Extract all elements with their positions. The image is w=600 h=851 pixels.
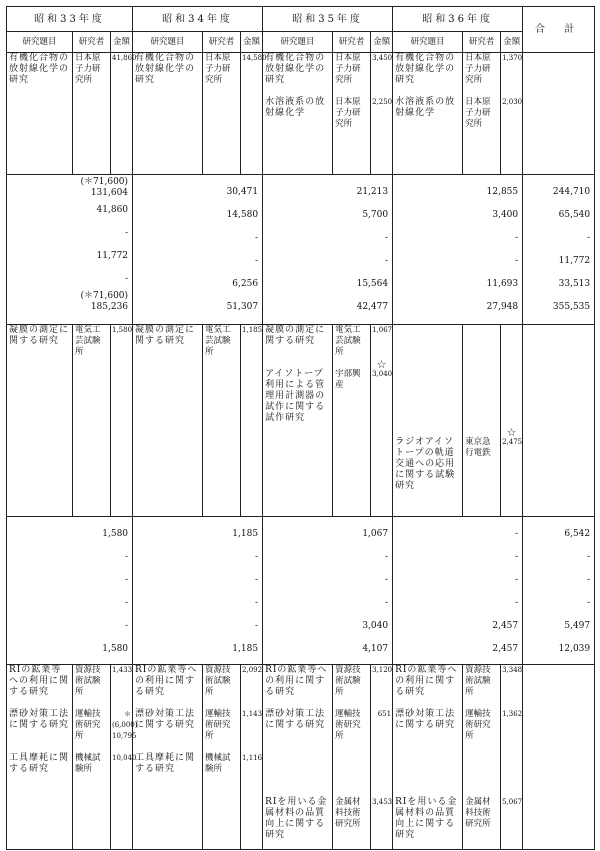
s1-y35-amount-1: 3,450 xyxy=(372,54,393,62)
s1-y35-org-2: 日本原子力研究所 xyxy=(335,97,361,129)
s3-y35-topic-3: RIを用いる金属材料の品質向上に関する研究 xyxy=(265,797,328,840)
s1-y35-st-3: - xyxy=(385,256,389,266)
s1-y35-st-4: 15,564 xyxy=(356,279,389,289)
s3-y34-topic-2: 漂砂対策工法に関する研究 xyxy=(135,709,196,730)
s1-y33-topic: 有機化合物の放射線化学の研究 xyxy=(7,53,73,175)
s1-y34-st-0: 30,471 xyxy=(226,187,259,197)
s1-y34-org: 日本原子力研究所 xyxy=(203,53,241,175)
s3-y35-orgs xyxy=(333,665,371,850)
s3-y35-org-1: 資源技術試験所 xyxy=(335,665,361,697)
star-icon: ☆ xyxy=(506,426,517,439)
s2-total-subtotals xyxy=(523,517,595,665)
s2-tot-st-4: 5,497 xyxy=(564,621,591,631)
s3-y34-topics xyxy=(133,665,203,850)
s3-y35-amounts xyxy=(371,665,393,850)
s3-y36-amount-1: 3,348 xyxy=(502,666,523,674)
s1-y34-st-4: 6,256 xyxy=(232,279,259,289)
s1-y33-amount: 41,860 xyxy=(111,53,133,175)
s1-y34-st-2: - xyxy=(255,233,259,243)
s1-y35-topics xyxy=(263,53,333,175)
col-amount-34: 金額 xyxy=(241,32,263,53)
s3-y33-amounts xyxy=(111,665,138,850)
s3-y36-amount-2: 1,362 xyxy=(502,710,523,718)
s3-y34-topic-1: RIの鉱業等への利用に関する研究 xyxy=(135,665,198,697)
s3-y35-topic-1: RIの鉱業等への利用に関する研究 xyxy=(265,665,328,697)
s1-y33-st-6: (＊71,600) xyxy=(80,291,129,301)
s3-y34-org-3: 機械試験所 xyxy=(205,753,231,774)
s1-y36-org-1: 日本原子力研究所 xyxy=(465,53,491,85)
s1-y36-topics xyxy=(393,53,463,175)
s2-y35-amounts xyxy=(371,325,393,517)
column-header-row xyxy=(7,32,595,53)
s3-y33-amount-3: 10,040 xyxy=(112,754,137,762)
s1-y35-topic-2: 水溶液系の放射線化学 xyxy=(265,97,326,118)
s2-y34-st-5: 1,185 xyxy=(232,644,259,654)
s3-y36-org-1: 資源技術試験所 xyxy=(465,665,491,697)
s3-y36-orgs xyxy=(463,665,501,850)
s2-y33-st-0: 1,580 xyxy=(102,529,129,539)
s2-tot-st-1: - xyxy=(587,552,591,562)
s1-y36-orgs xyxy=(463,53,501,175)
s1-y36-topic-1: 有機化合物の放射線化学の研究 xyxy=(395,53,456,85)
s2-y35-topic-2: アイソトープ利用による管理用計測器の試作に関する試作研究 xyxy=(265,369,326,423)
s3-y36-topic-3: RIを用いる金属材料の品質向上に関する研究 xyxy=(395,797,458,840)
s1-tot-st-4: 33,513 xyxy=(558,279,591,289)
year-header-33: 昭和33年度 xyxy=(7,7,133,32)
s3-items-row xyxy=(7,665,595,850)
s2-y34-subtotals xyxy=(133,517,263,665)
col-amount-36: 金額 xyxy=(501,32,523,53)
s2-y34-st-3: - xyxy=(255,598,259,608)
s1-y36-org-2: 日本原子力研究所 xyxy=(465,97,491,129)
s1-y36-st-0: 12,855 xyxy=(486,187,519,197)
col-topic-33: 研究題目 xyxy=(7,32,73,53)
col-org-34: 研究者 xyxy=(203,32,241,53)
s3-y34-amounts xyxy=(241,665,263,850)
s3-y33-amount-1: 1,433 xyxy=(112,666,133,674)
s1-tot-st-2: - xyxy=(587,233,591,243)
s1-y35-org-1: 日本原子力研究所 xyxy=(335,53,361,85)
s1-y36-amount-1: 1,370 xyxy=(502,54,523,62)
budget-table xyxy=(6,6,595,850)
s3-y34-topic-3: 工具摩耗に関する研究 xyxy=(135,753,196,774)
s2-y33-amount: 1,580 xyxy=(111,325,133,517)
s1-y35-st-2: - xyxy=(385,233,389,243)
s2-y36-st-5: 2,457 xyxy=(492,644,519,654)
s2-tot-st-5: 12,039 xyxy=(558,644,591,654)
s1-y35-orgs xyxy=(333,53,371,175)
s1-y34-amount: 14,580 xyxy=(241,53,263,175)
s3-y34-org-2: 運輸技術研究所 xyxy=(205,709,231,741)
s3-y35-amount-3: 3,453 xyxy=(372,798,393,806)
s1-y36-st-4: 11,693 xyxy=(486,279,519,289)
s1-y34-topic: 有機化合物の放射線化学の研究 xyxy=(133,53,203,175)
s2-y33-st-5: 1,580 xyxy=(102,644,129,654)
s3-y36-amounts xyxy=(501,665,523,850)
s1-y35-amounts xyxy=(371,53,393,175)
year-header-35: 昭和35年度 xyxy=(263,7,393,32)
s2-y35-st-1: - xyxy=(385,552,389,562)
s3-y35-amount-2: 651 xyxy=(377,710,392,718)
s1-y35-amount-2: 2,250 xyxy=(372,98,393,106)
s1-y33-org: 日本原子力研究所 xyxy=(73,53,111,175)
s1-y33-st-3: - xyxy=(124,228,129,238)
s1-y35-subtotals xyxy=(263,175,393,325)
s1-y36-subtotals xyxy=(393,175,523,325)
s2-y34-st-1: - xyxy=(255,552,259,562)
s3-y33-topics xyxy=(7,665,73,850)
s3-y36-topic-1: RIの鉱業等への利用に関する研究 xyxy=(395,665,458,697)
s1-y35-topic-1: 有機化合物の放射線化学の研究 xyxy=(265,53,326,85)
s2-y35-orgs xyxy=(333,325,371,517)
s2-y35-amount-2: 3,040 xyxy=(372,370,393,378)
total-header: 合 計 xyxy=(523,7,595,53)
s3-y33-topic-2: 漂砂対策工法に関する研究 xyxy=(9,709,70,730)
s3-y36-amount-3: 5,067 xyxy=(502,798,523,806)
s3-y33-orgs xyxy=(73,665,111,850)
s1-y35-st-1: 5,700 xyxy=(362,210,389,220)
s2-y35-amount-1: 1,067 xyxy=(372,326,393,334)
s1-y36-amounts xyxy=(501,53,523,175)
s2-y36-org: 東京急行電鉄 xyxy=(465,437,491,458)
s1-y36-st-5: 27,948 xyxy=(486,302,519,312)
s3-y35-org-3: 金属材料技術研究所 xyxy=(335,797,361,829)
s2-y35-topics xyxy=(263,325,333,517)
s2-y36-st-0: - xyxy=(515,529,519,539)
s2-y36-st-2: - xyxy=(515,575,519,585)
col-org-35: 研究者 xyxy=(333,32,371,53)
s1-y36-amount-2: 2,030 xyxy=(502,98,523,106)
s2-y34-st-2: - xyxy=(255,575,259,585)
col-amount-35: 金額 xyxy=(371,32,393,53)
s2-y33-topic: 凝膜の測定に関する研究 xyxy=(7,325,73,517)
year-header-36: 昭和36年度 xyxy=(393,7,523,32)
s2-y35-org-2: 宇部興産 xyxy=(335,369,361,390)
s1-total-blank xyxy=(523,53,595,175)
s1-subtotal-row xyxy=(7,175,595,325)
s1-tot-st-3: 11,772 xyxy=(558,256,591,266)
s2-y33-st-1: - xyxy=(124,552,129,562)
s2-y35-subtotals xyxy=(263,517,393,665)
s1-y33-st-1: 131,604 xyxy=(90,188,129,198)
s2-y33-org: 電気工芸試験所 xyxy=(73,325,111,517)
s1-y35-st-5: 42,477 xyxy=(356,302,389,312)
s1-y33-st-0: (＊71,600) xyxy=(80,177,129,187)
s1-y33-st-7: 185,236 xyxy=(90,302,129,312)
s2-y36-st-1: - xyxy=(515,552,519,562)
s2-y34-st-0: 1,185 xyxy=(232,529,259,539)
col-topic-36: 研究題目 xyxy=(393,32,463,53)
s1-y36-topic-2: 水溶液系の放射線化学 xyxy=(395,97,456,118)
s2-tot-st-2: - xyxy=(587,575,591,585)
s3-y36-topic-2: 漂砂対策工法に関する研究 xyxy=(395,709,456,730)
s2-y33-st-2: - xyxy=(124,575,129,585)
s3-y34-amount-2: 1,143 xyxy=(242,710,263,718)
star-icon: ☆ xyxy=(376,358,387,371)
s1-y33-subtotals xyxy=(7,175,133,325)
s2-y33-subtotals xyxy=(7,517,133,665)
s2-y35-st-2: - xyxy=(385,575,389,585)
s2-y36-topic: ラジオアイソトープの軌道交通への応用に関する試験研究 xyxy=(395,437,456,491)
s3-y34-amount-1: 2,092 xyxy=(242,666,263,674)
s2-tot-st-3: - xyxy=(587,598,591,608)
s3-y33-amount-2: ＊(6,000) 10,795 xyxy=(112,710,138,740)
s3-y33-org-1: 資源技術試験所 xyxy=(75,665,101,697)
col-org-36: 研究者 xyxy=(463,32,501,53)
s2-y36-amount: 2,475 xyxy=(502,438,523,446)
year-header-row xyxy=(7,7,595,32)
s2-y35-st-0: 1,067 xyxy=(362,529,389,539)
s1-y36-st-3: - xyxy=(515,256,519,266)
s3-y33-org-3: 機械試験所 xyxy=(75,753,101,774)
s3-y33-org-2: 運輸技術研究所 xyxy=(75,709,101,741)
s2-y35-st-4: 3,040 xyxy=(362,621,389,631)
s2-tot-st-0: 6,542 xyxy=(564,529,591,539)
s3-y33-topic-1: RIの鉱業等への利用に関する研究 xyxy=(9,665,70,697)
s1-y36-st-1: 3,400 xyxy=(492,210,519,220)
s1-total-subtotals xyxy=(523,175,595,325)
s3-y34-amount-3: 1,116 xyxy=(242,754,263,762)
s2-y35-topic-1: 凝膜の測定に関する研究 xyxy=(265,325,326,346)
s3-y35-topics xyxy=(263,665,333,850)
s3-y34-org-1: 資源技術試験所 xyxy=(205,665,231,697)
s1-y34-st-3: - xyxy=(255,256,259,266)
s2-y36-amount-cell xyxy=(501,325,523,517)
s3-y35-topic-2: 漂砂対策工法に関する研究 xyxy=(265,709,326,730)
s3-y35-amount-1: 3,120 xyxy=(372,666,393,674)
s1-items-row xyxy=(7,53,595,175)
s2-y36-subtotals xyxy=(393,517,523,665)
s1-tot-st-5: 355,535 xyxy=(552,302,591,312)
s3-y33-topic-3: 工具摩耗に関する研究 xyxy=(9,753,70,774)
s1-y33-st-5: - xyxy=(124,274,129,284)
s2-subtotal-row xyxy=(7,517,595,665)
s3-y36-topics xyxy=(393,665,463,850)
col-topic-34: 研究題目 xyxy=(133,32,203,53)
s2-y36-org-cell xyxy=(463,325,501,517)
s2-y36-topic-cell xyxy=(393,325,463,517)
s3-y34-orgs xyxy=(203,665,241,850)
s2-y36-st-4: 2,457 xyxy=(492,621,519,631)
s2-y35-org-1: 電気工芸試験所 xyxy=(335,325,361,357)
s1-tot-st-1: 65,540 xyxy=(558,210,591,220)
s2-y33-st-4: - xyxy=(124,621,129,631)
s3-total-blank xyxy=(523,665,595,850)
s2-y34-topic: 凝膜の測定に関する研究 xyxy=(133,325,203,517)
s2-y35-st-5: 4,107 xyxy=(362,644,389,654)
col-topic-35: 研究題目 xyxy=(263,32,333,53)
s3-y36-org-3: 金属材料技術研究所 xyxy=(465,797,491,829)
s2-y34-amount: 1,185 xyxy=(241,325,263,517)
s1-y36-st-2: - xyxy=(515,233,519,243)
s1-y35-st-0: 21,213 xyxy=(356,187,389,197)
s2-y34-st-4: - xyxy=(255,621,259,631)
s1-y34-subtotals xyxy=(133,175,263,325)
s2-y35-st-3: - xyxy=(385,598,389,608)
s1-y34-st-5: 51,307 xyxy=(226,302,259,312)
s1-y34-st-1: 14,580 xyxy=(226,210,259,220)
col-org-33: 研究者 xyxy=(73,32,111,53)
s2-items-row xyxy=(7,325,595,517)
year-header-34: 昭和34年度 xyxy=(133,7,263,32)
s2-total-blank xyxy=(523,325,595,517)
s2-y34-org: 電気工芸試験所 xyxy=(203,325,241,517)
col-amount-33: 金額 xyxy=(111,32,133,53)
s1-y33-st-4: 11,772 xyxy=(96,251,129,261)
s2-y33-st-3: - xyxy=(124,598,129,608)
s1-y33-st-2: 41,860 xyxy=(96,205,129,215)
s3-y36-org-2: 運輸技術研究所 xyxy=(465,709,491,741)
s2-y36-st-3: - xyxy=(515,598,519,608)
s1-tot-st-0: 244,710 xyxy=(552,187,591,197)
s3-y35-org-2: 運輸技術研究所 xyxy=(335,709,361,741)
